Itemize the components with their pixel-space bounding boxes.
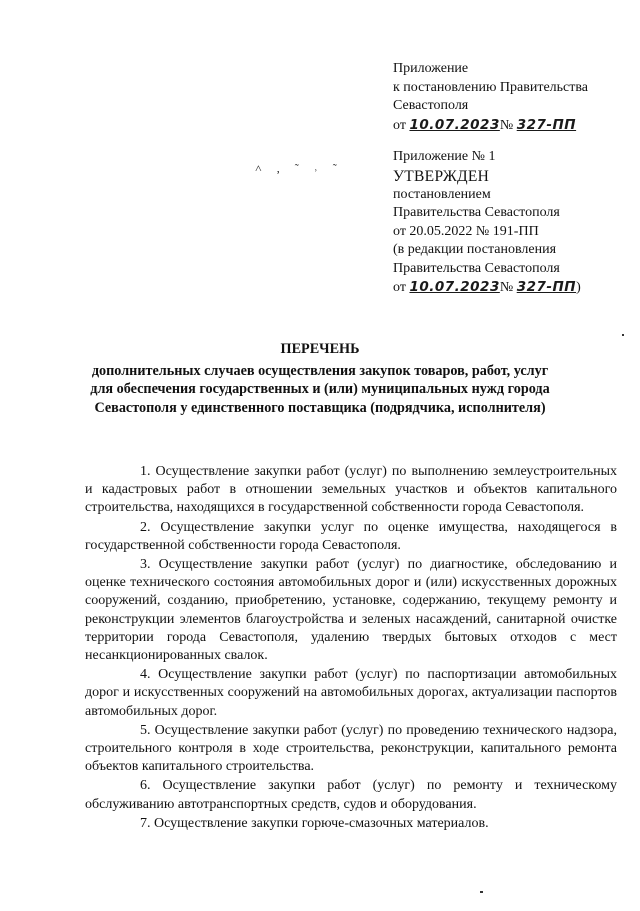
appendix-no: № [499, 117, 514, 133]
appendix-title: Приложение [393, 61, 469, 76]
appendix-block [393, 60, 588, 135]
appendix2-close: ) [576, 280, 581, 295]
document-body [85, 463, 617, 834]
appendix2-line7: Правительства Севастополя [393, 260, 560, 276]
appendix2-no: № [499, 280, 514, 295]
appendix-number-handwritten: 327-ПП [516, 116, 577, 133]
appendix2-date-handwritten: 10.07.2023 [409, 279, 500, 295]
appendix2-from: от [393, 280, 406, 295]
list-item-6: 6. Осуществление закупки работ (услуг) по ремонту и техническому обслуживанию автотранспортных средств, судов и оборудования. [85, 778, 617, 812]
appendix2-block [393, 148, 581, 298]
speck-mark [622, 334, 624, 336]
appendix2-date-line [393, 278, 581, 298]
speck-mark [480, 891, 483, 893]
list-item-4: 4. Осуществление закупки работ (услуг) по паспортизации автомобильных дорог и искусственных сооружений на автомобильных дорогах, актуализации паспортов автомобильных дорог. [85, 667, 617, 719]
appendix-city: Севастополя [393, 98, 469, 113]
appendix2-line6: (в редакции постановления [393, 242, 557, 257]
title-main: ПЕРЕЧЕНЬ [280, 341, 360, 357]
list-item-7: 7. Осуществление закупки горюче-смазочных материалов. [140, 815, 489, 831]
appendix-date-line [393, 116, 588, 136]
list-item-3: 3. Осуществление закупки работ (услуг) по диагностике, обследованию и оценке технического состояния автомобильных дорог и (или) искусственных дорожных сооружений, созданию, приобретению, установке, содержанию, текущему ремонту и реконструкции элементов благоустройства и зеленых насаждений, санитарной очистке территории города Севастополя, удалению твердых бытовых отходов с мест несанкционированных свалок. [85, 557, 617, 664]
appendix2-line5: от 20.05.2022 № 191-ПП [393, 223, 539, 239]
approved-label: УТВЕРЖДЕН [393, 167, 490, 185]
document-title [80, 340, 560, 417]
stray-marks: ˄ , ˜ ˒ ˜ [255, 161, 343, 175]
list-item-2: 2. Осуществление закупки услуг по оценке имущества, находящегося в государственной собственности города Севастополя. [85, 519, 617, 553]
appendix-from: от [393, 117, 406, 133]
appendix2-number-handwritten: 327-ПП [516, 279, 577, 295]
appendix2-line3: постановлением [393, 186, 491, 202]
list-item-5: 5. Осуществление закупки работ (услуг) по проведению технического надзора, строительного контроля в ходе строительства, реконструкции, капитального ремонта объектов капитального строительства. [85, 722, 617, 775]
appendix-subtitle: к постановлению Правительства [393, 79, 589, 95]
appendix2-line4: Правительства Севастополя [393, 205, 560, 220]
title-sub: дополнительных случаев осуществления закупок товаров, работ, услуг для обеспечения государственных и (или) муниципальных нужд города Севастополя у единственного поставщика (подрядчика, исполнителя) [90, 362, 550, 416]
appendix2-title: Приложение № 1 [393, 149, 496, 164]
list-item-1: 1. Осуществление закупки работ (услуг) по выполнению землеустроительных и кадастровых работ в отношении земельных участков и объектов капитального строительства, находящихся в государственной собственности города Севастополя. [85, 464, 617, 516]
appendix-date-handwritten: 10.07.2023 [409, 116, 500, 133]
